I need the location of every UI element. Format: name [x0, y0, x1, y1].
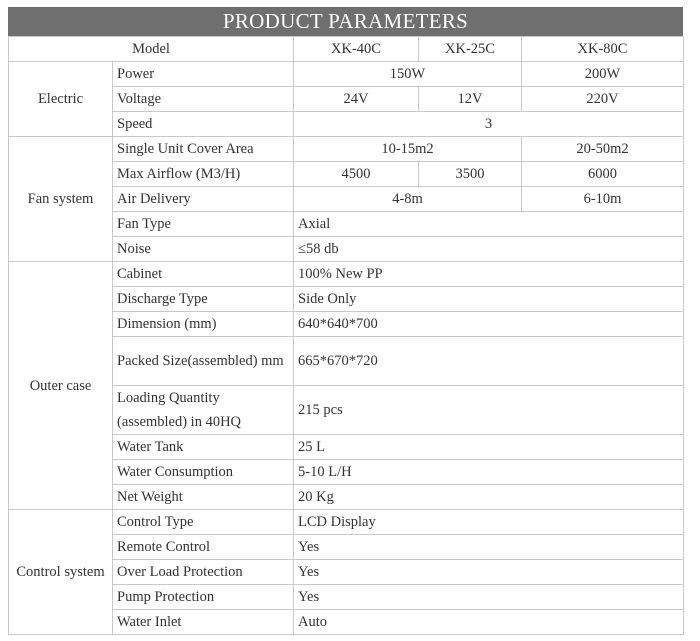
param-label: Over Load Protection [113, 560, 294, 585]
param-value: 24V [294, 87, 419, 112]
param-label: Packed Size(assembled) mm [113, 337, 294, 386]
model-header-label: Model [9, 37, 294, 62]
param-label: Speed [113, 112, 294, 137]
model-name: XK-25C [419, 37, 522, 62]
param-label: Fan Type [113, 212, 294, 237]
param-value: LCD Display [294, 510, 684, 535]
param-value: ≤58 db [294, 237, 684, 262]
param-label: Cabinet [113, 262, 294, 287]
param-value: Auto [294, 610, 684, 635]
param-value: 25 L [294, 435, 684, 460]
param-value: 6000 [522, 162, 684, 187]
param-value: 640*640*700 [294, 312, 684, 337]
param-value: 665*670*720 [294, 337, 684, 386]
param-value: 220V [522, 87, 684, 112]
parameters-table [8, 36, 684, 635]
param-value: 10-15m2 [294, 137, 522, 162]
param-label: Remote Control [113, 535, 294, 560]
param-label: Max Airflow (M3/H) [113, 162, 294, 187]
product-parameters-sheet [8, 7, 683, 635]
param-value: 215 pcs [294, 386, 684, 435]
param-value: 6-10m [522, 187, 684, 212]
param-label: Single Unit Cover Area [113, 137, 294, 162]
param-value: Yes [294, 585, 684, 610]
table-row [9, 510, 684, 535]
param-value: 20-50m2 [522, 137, 684, 162]
param-label: Discharge Type [113, 287, 294, 312]
page-title: PRODUCT PARAMETERS [8, 7, 683, 36]
param-label: Power [113, 62, 294, 87]
param-label: Voltage [113, 87, 294, 112]
table-row [9, 62, 684, 87]
param-value: Side Only [294, 287, 684, 312]
param-label: Control Type [113, 510, 294, 535]
table-row [9, 37, 684, 62]
param-value: 200W [522, 62, 684, 87]
param-value: Yes [294, 560, 684, 585]
param-label: Water Inlet [113, 610, 294, 635]
table-row [9, 262, 684, 287]
param-value: 4-8m [294, 187, 522, 212]
param-value: 20 Kg [294, 485, 684, 510]
group-label-outer-case: Outer case [9, 262, 113, 510]
param-value: 3 [294, 112, 684, 137]
param-value: Axial [294, 212, 684, 237]
param-value: 12V [419, 87, 522, 112]
param-value: 150W [294, 62, 522, 87]
param-label: Loading Quantity (assembled) in 40HQ [113, 386, 294, 435]
param-label: Water Consumption [113, 460, 294, 485]
param-label: Air Delivery [113, 187, 294, 212]
param-value: 3500 [419, 162, 522, 187]
param-label: Noise [113, 237, 294, 262]
param-label: Water Tank [113, 435, 294, 460]
table-row [9, 137, 684, 162]
model-name: XK-40C [294, 37, 419, 62]
model-name: XK-80C [522, 37, 684, 62]
param-label: Net Weight [113, 485, 294, 510]
param-label: Dimension (mm) [113, 312, 294, 337]
group-label-fan-system: Fan system [9, 137, 113, 262]
group-label-control-system: Control system [9, 510, 113, 635]
group-label-electric: Electric [9, 62, 113, 137]
param-label: Pump Protection [113, 585, 294, 610]
param-value: 100% New PP [294, 262, 684, 287]
param-value: Yes [294, 535, 684, 560]
param-value: 4500 [294, 162, 419, 187]
param-value: 5-10 L/H [294, 460, 684, 485]
